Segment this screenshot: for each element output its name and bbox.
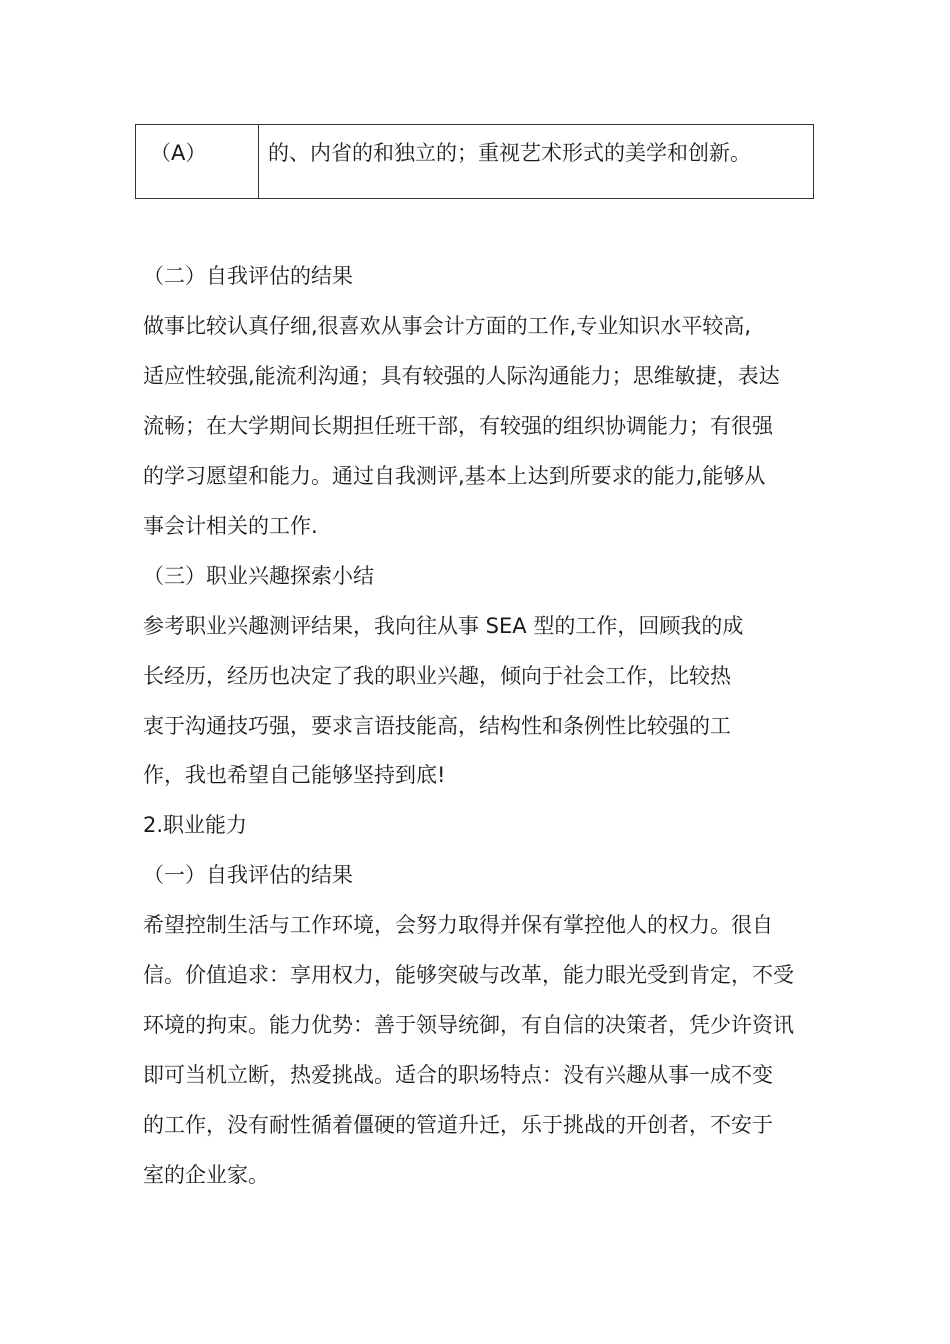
paragraph-line: 参考职业兴趣测评结果，我向往从事 SEA 型的工作，回顾我的成 bbox=[143, 614, 744, 638]
paragraph-line: 长经历，经历也决定了我的职业兴趣，倾向于社会工作，比较热 bbox=[143, 664, 731, 688]
paragraph-line: 室的企业家。 bbox=[143, 1163, 269, 1187]
personality-type-table bbox=[135, 124, 814, 199]
table-cell-type-description: 的、内省的和独立的；重视艺术形式的美学和创新。 bbox=[268, 141, 751, 165]
paragraph-line: 的工作，没有耐性循着僵硬的管道升迁，乐于挑战的开创者，不安于 bbox=[143, 1113, 773, 1137]
section-heading-ability: 2.职业能力 bbox=[143, 813, 248, 837]
table-cell-type-label: （A） bbox=[150, 141, 207, 165]
section-heading-self-eval-1: （一）自我评估的结果 bbox=[143, 863, 353, 887]
paragraph-line: 做事比较认真仔细,很喜欢从事会计方面的工作,专业知识水平较高, bbox=[143, 314, 752, 338]
paragraph-line: 环境的拘束。能力优势：善于领导统御，有自信的决策者，凭少许资讯 bbox=[143, 1013, 794, 1037]
paragraph-line: 作，我也希望自己能够坚持到底! bbox=[143, 763, 446, 787]
table-column-divider bbox=[258, 125, 259, 198]
paragraph-line: 信。价值追求：享用权力，能够突破与改革，能力眼光受到肯定，不受 bbox=[143, 963, 794, 987]
section-heading-interest-3: （三）职业兴趣探索小结 bbox=[143, 564, 374, 588]
paragraph-line: 希望控制生活与工作环境，会努力取得并保有掌控他人的权力。很自 bbox=[143, 913, 773, 937]
section-heading-self-eval-2: （二）自我评估的结果 bbox=[143, 264, 353, 288]
paragraph-line: 即可当机立断，热爱挑战。适合的职场特点：没有兴趣从事一成不变 bbox=[143, 1063, 773, 1087]
paragraph-line: 事会计相关的工作. bbox=[143, 514, 318, 538]
paragraph-line: 衷于沟通技巧强，要求言语技能高，结构性和条例性比较强的工 bbox=[143, 714, 731, 738]
paragraph-line: 的学习愿望和能力。通过自我测评,基本上达到所要求的能力,能够从 bbox=[143, 464, 766, 488]
paragraph-line: 适应性较强,能流利沟通；具有较强的人际沟通能力；思维敏捷，表达 bbox=[143, 364, 780, 388]
paragraph-line: 流畅；在大学期间长期担任班干部，有较强的组织协调能力；有很强 bbox=[143, 414, 773, 438]
